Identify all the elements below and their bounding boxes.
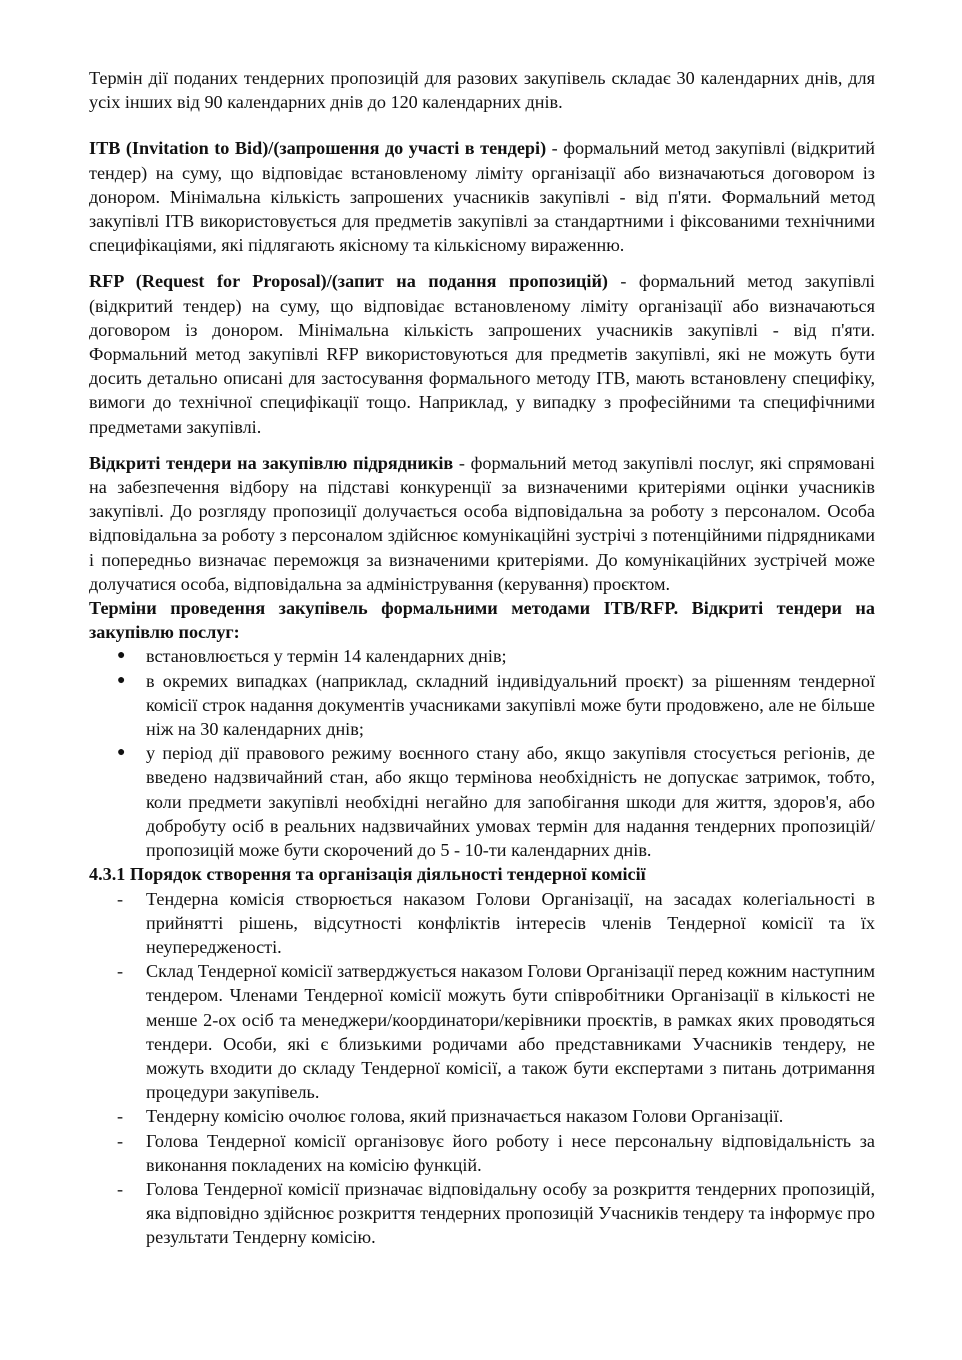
open-tenders-term: Відкриті тендери на закупівлю підрядників xyxy=(89,452,454,473)
section-heading: 4.3.1 Порядок створення та організація діяльності тендерної комісії xyxy=(89,864,646,885)
list-item: ● у період дії правового режиму воєнного стану або, якщо закупівля стосується регіонів, де введено надзвичайний стан, або якщо термінова необхідність не допускає затримок, тобто, коли предмети закупівлі необхідні негайно для запобігання шкоди для життя, здоров'я, або добробуту осіб в реальних надзвичайних умовах термін для надання тендерних пропозицій/пропозицій може бути скорочений до 5 - 10-ти календарних днів. xyxy=(117,743,875,861)
list-item: - Тендерну комісію очолює голова, який призначається наказом Голови Організації. xyxy=(89,1104,875,1128)
dash-icon: - xyxy=(117,1178,124,1199)
open-tenders-paragraph xyxy=(89,451,875,596)
dash-icon: - xyxy=(117,961,124,982)
list-item: ● встановлюється у термін 14 календарних днів; xyxy=(89,644,875,668)
terms-list xyxy=(89,644,875,862)
dash-icon: - xyxy=(117,1130,124,1151)
rfp-term: RFP (Request for Proposal)/(запит на подання пропозицій) xyxy=(89,271,608,292)
list-item: ● в окремих випадках (наприклад, складний індивідуальний проєкт) за рішенням тендерної комісії строк надання документів учасниками закупівлі може бути продовжено, але не більше ніж на 30 календарних днів; xyxy=(117,670,875,740)
document-page xyxy=(89,66,875,1250)
dash-icon: - xyxy=(117,888,124,909)
itb-text: - формальний метод закупівлі (відкритий тендер) на суму, що відповідає встановленому ліміту організації або визначаються договором із донором. Мінімальна кількість запрошених учасників закупівлі - від п'яти. Формальний метод закупівлі ITB використовується для предметів закупівлі за стандартними і фіксованими технічними специфікаціями, які підлягають якісному та кількісному вираженню. xyxy=(89,138,876,256)
terms-heading: Терміни проведення закупівель формальними методами ITB/RFP. Відкриті тендери на закупівлю послуг: xyxy=(89,598,875,643)
bullet-icon: ● xyxy=(117,672,126,688)
list-item: - Склад Тендерної комісії затверджується наказом Голови Організації перед кожним наступним тендером. Членами Тендерної комісії можуть бути співробітники Організації в кількості не менше 2-ох осіб та менеджери/координатори/керівники проєктів, в рамках яких проводяться тендери. Особи, які є близькими родичами або представниками Учасників тендеру, не можуть входити до складу Тендерної комісії, а також бути експертами з питань дотримання процедури закупівель. xyxy=(117,961,875,1103)
list-item: - Голова Тендерної комісії організовує його роботу і несе персональну відповідальність за виконання покладених на комісію функцій. xyxy=(117,1130,875,1175)
rfp-paragraph xyxy=(89,269,875,438)
bullet-icon: ● xyxy=(117,648,126,664)
itb-term: ITB (Invitation to Bid)/(запрошення до участі в тендері) xyxy=(89,138,547,159)
list-item: - Тендерна комісія створюється наказом Голови Організації, на засадах колегіальності в прийнятті рішень, відсутності конфліктів інтересів членів Тендерної комісії та їх неупередженості. xyxy=(117,888,875,957)
rfp-text: - формальний метод закупівлі (відкритий тендер) на суму, що відповідає встановленому ліміту організації або визначаються договором із донором. Мінімальна кількість запрошених учасників закупівлі - від п'яти. Формальний метод закупівлі RFP використовуються для предметів закупівлі, які не можуть бути досить детально описані для застосування формального методу ITB, мають встановлену специфіку, вимоги до технічної специфікації тощо. Наприклад, у випадку з професійними та специфічними предметами закупівлі. xyxy=(89,271,875,437)
bullet-icon: ● xyxy=(117,745,126,761)
list-item: - Голова Тендерної комісії призначає відповідальну особу за розкриття тендерних пропозицій, яка відповідно здійснює розкриття тендерних пропозицій Учасників тендеру та інформує про результати Тендерну комісію. xyxy=(117,1178,875,1248)
itb-paragraph xyxy=(89,136,875,257)
intro-paragraph: Термін дії поданих тендерних пропозицій для разових закупівель складає 30 календарних днів, для усіх інших від 90 календарних днів до 120 календарних днів. xyxy=(89,68,875,113)
open-tenders-text: - формальний метод закупівлі послуг, які спрямовані на забезпечення відбору на підставі конкуренції за визначеними критеріями оцінки учасників закупівлі. До розгляду пропозиції долучається особа відповідальна за роботу з персоналом. Особа відповідальна за роботу з персоналом здійснює комунікаційні зустрічі з потенційними підрядниками і попередньо визначає переможця за визначеними критеріями. До комунікаційних зустрічей може долучатися особа, відповідальна за адміністрування (керування) проєктом. xyxy=(89,452,875,594)
dash-icon: - xyxy=(117,1106,124,1127)
commission-list xyxy=(89,887,875,1250)
